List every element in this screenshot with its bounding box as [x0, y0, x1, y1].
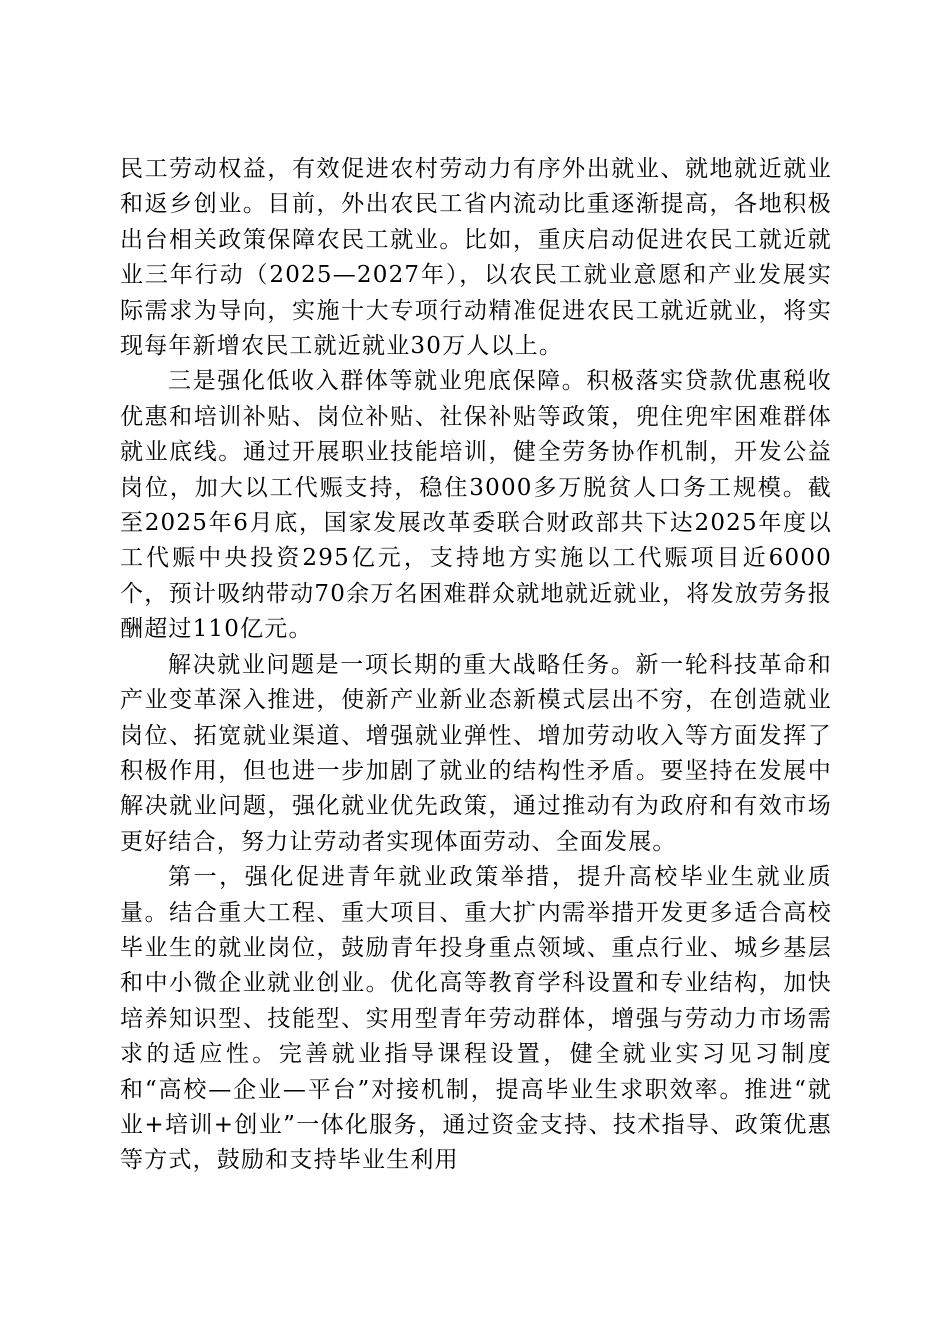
paragraph-employment-strategy: 解决就业问题是一项长期的重大战略任务。新一轮科技革命和产业变革深入推进，使新产业新业态新模式层出不穷，在创造就业岗位、拓宽就业渠道、增强就业弹性、增加劳动收入等方面发挥了积极作用，但也进一步加剧了就业的结构性矛盾。要坚持在发展中解决就业问题，强化就业优先政策，通过推动有为政府和有效市场更好结合，努力让劳动者实现体面劳动、全面发展。: [120, 651, 832, 855]
document-body: [120, 152, 832, 1179]
paragraph-youth-employment: 第一，强化促进青年就业政策举措，提升高校毕业生就业质量。结合重大工程、重大项目、重大扩内需举措开发更多适合高校毕业生的就业岗位，鼓励青年投身重点领域、重点行业、城乡基层和中小微企业就业创业。优化高等教育学科设置和专业结构，加快培养知识型、技能型、实用型青年劳动群体，增强与劳动力市场需求的适应性。完善就业指导课程设置，健全就业实习见习制度和“高校—企业—平台”对接机制，提高毕业生求职效率。推进“就业+培训+创业”一体化服务，通过资金支持、技术指导、政策优惠等方式，鼓励和支持毕业生利用: [120, 864, 832, 1174]
paragraph-continuation: 民工劳动权益，有效促进农村劳动力有序外出就业、就地就近就业和返乡创业。目前，外出农民工省内流动比重逐渐提高，各地积极出台相关政策保障农民工就业。比如，重庆启动促进农民工就近就业三年行动（2025—2027年），以农民工就业意愿和产业发展实际需求为导向，实施十大专项行动精准促进农民工就近就业，将实现每年新增农民工就近就业30万人以上。: [120, 156, 832, 360]
paragraph-low-income-support: 三是强化低收入群体等就业兜底保障。积极落实贷款优惠税收优惠和培训补贴、岗位补贴、社保补贴等政策，兜住兜牢困难群体就业底线。通过开展职业技能培训，健全劳务协作机制，开发公益岗位，加大以工代赈支持，稳住3000多万脱贫人口务工规模。截至2025年6月底，国家发展改革委联合财政部共下达2025年度以工代赈中央投资295亿元，支持地方实施以工代赈项目近6000个，预计吸纳带动70余万名困难群众就地就近就业，将发放劳务报酬超过110亿元。: [120, 368, 832, 643]
